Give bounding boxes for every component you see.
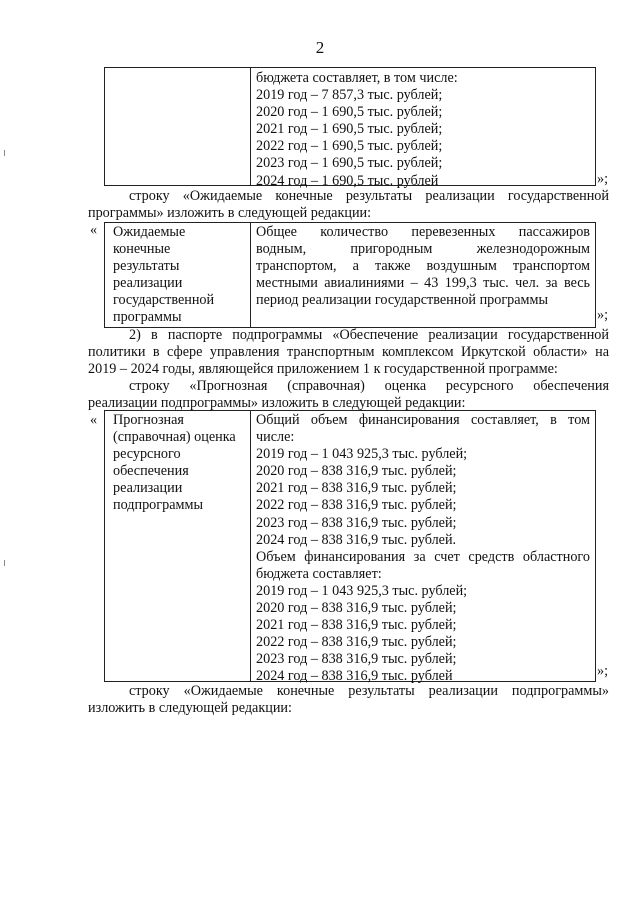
table-line: 2020 год – 838 316,9 тыс. рублей; xyxy=(256,600,457,617)
paragraph-line: изложить в следующей редакции: xyxy=(88,700,292,717)
table-line: Прогнозная xyxy=(113,412,184,428)
table-line: 2021 год – 838 316,9 тыс. рублей; xyxy=(256,617,457,634)
paragraph-line: строку «Ожидаемые конечные результаты реализации государственной xyxy=(129,188,609,204)
table-line: 2019 год – 1 043 925,3 тыс. рублей; xyxy=(256,446,468,463)
table-column-divider xyxy=(250,223,251,327)
table-line: 2019 год – 1 043 925,3 тыс. рублей; xyxy=(256,582,468,599)
opening-quote: « xyxy=(90,412,98,428)
table-column-divider xyxy=(250,68,251,185)
table-line: программы xyxy=(113,309,182,326)
table-line: 2021 год – 838 316,9 тыс. рублей; xyxy=(256,480,457,497)
table-line: 2020 год – 838 316,9 тыс. рублей; xyxy=(256,463,457,480)
budget-table-right-cell xyxy=(256,70,592,190)
table-line: обеспечения xyxy=(113,463,189,480)
paragraph-line: строку «Прогнозная (справочная) оценка ресурсного обеспечения xyxy=(129,378,609,395)
table-line: местными авиалиниями – 43 199,3 тыс. чел. за весь xyxy=(256,275,590,292)
scan-edge-mark xyxy=(4,150,5,156)
closing-quote: »; xyxy=(597,663,609,679)
table-line: 2022 год – 1 690,5 тыс. рублей; xyxy=(256,138,443,155)
table-line: подпрограммы xyxy=(113,497,203,514)
table-line: результаты xyxy=(113,258,180,275)
financing-right-cell xyxy=(256,412,590,686)
table-line: реализации xyxy=(113,480,183,497)
expected-results-right-cell xyxy=(256,224,590,309)
table-line: 2022 год – 838 316,9 тыс. рублей; xyxy=(256,497,457,514)
table-line: 2019 год – 7 857,3 тыс. рублей; xyxy=(256,87,443,104)
opening-quote: « xyxy=(90,222,98,238)
table-line: 2023 год – 838 316,9 тыс. рублей; xyxy=(256,651,457,668)
paragraph-line: программы» изложить в следующей редакции: xyxy=(88,205,372,222)
scan-edge-mark xyxy=(4,560,5,566)
paragraph-line: 2019 – 2024 годы, являющейся приложением 1 к государственной программе: xyxy=(88,361,558,378)
closing-quote: »; xyxy=(597,171,609,187)
table-line: 2021 год – 1 690,5 тыс. рублей; xyxy=(256,121,443,138)
paragraph-3 xyxy=(88,683,609,717)
table-line: 2023 год – 838 316,9 тыс. рублей; xyxy=(256,514,457,531)
table-line: транспортом, а также воздушным транспортом xyxy=(256,258,590,275)
table-line: Объем финансирования за счет средств областного xyxy=(256,548,590,565)
table-column-divider xyxy=(250,411,251,681)
table-line: 2024 год – 838 316,9 тыс. рублей. xyxy=(256,531,457,548)
paragraph-line: реализации подпрограммы» изложить в следующей редакции: xyxy=(88,395,466,412)
table-line: Общий объем финансирования составляет, в том xyxy=(256,412,590,428)
table-line: Общее количество перевезенных пассажиров xyxy=(256,224,590,240)
paragraph-line: строку «Ожидаемые конечные результаты реализации подпрограммы» xyxy=(129,683,609,699)
paragraph-line: политики в сфере управления транспортным комплексом Иркутской области» на xyxy=(88,344,609,361)
paragraph-2 xyxy=(88,327,609,412)
table-line: конечные xyxy=(113,241,171,258)
expected-results-left-cell xyxy=(113,224,248,327)
table-line: 2023 год – 1 690,5 тыс. рублей; xyxy=(256,155,443,172)
table-line: период реализации государственной программы xyxy=(256,292,549,309)
financing-left-cell xyxy=(113,412,248,515)
table-line: 2024 год – 838 316,9 тыс. рублей xyxy=(256,668,453,685)
table-line: 2020 год – 1 690,5 тыс. рублей; xyxy=(256,104,443,121)
table-line: реализации xyxy=(113,275,183,292)
table-line: (справочная) оценка xyxy=(113,429,236,446)
table-line: 2022 год – 838 316,9 тыс. рублей; xyxy=(256,634,457,651)
table-line: ресурсного xyxy=(113,446,181,463)
table-line: водным, пригородным железнодорожным xyxy=(256,241,590,258)
table-line: бюджета составляет: xyxy=(256,565,382,582)
paragraph-1 xyxy=(88,188,609,222)
table-line: числе: xyxy=(256,429,295,446)
table-line: государственной xyxy=(113,292,215,309)
paragraph-line: 2) в паспорте подпрограммы «Обеспечение реализации государственной xyxy=(129,327,609,343)
page-number: 2 xyxy=(315,38,325,57)
closing-quote: »; xyxy=(597,307,609,323)
table-line: Ожидаемые xyxy=(113,224,186,240)
table-line: 2024 год – 1 690,5 тыс. рублей xyxy=(256,172,439,189)
table-line: бюджета составляет, в том числе: xyxy=(256,70,458,86)
